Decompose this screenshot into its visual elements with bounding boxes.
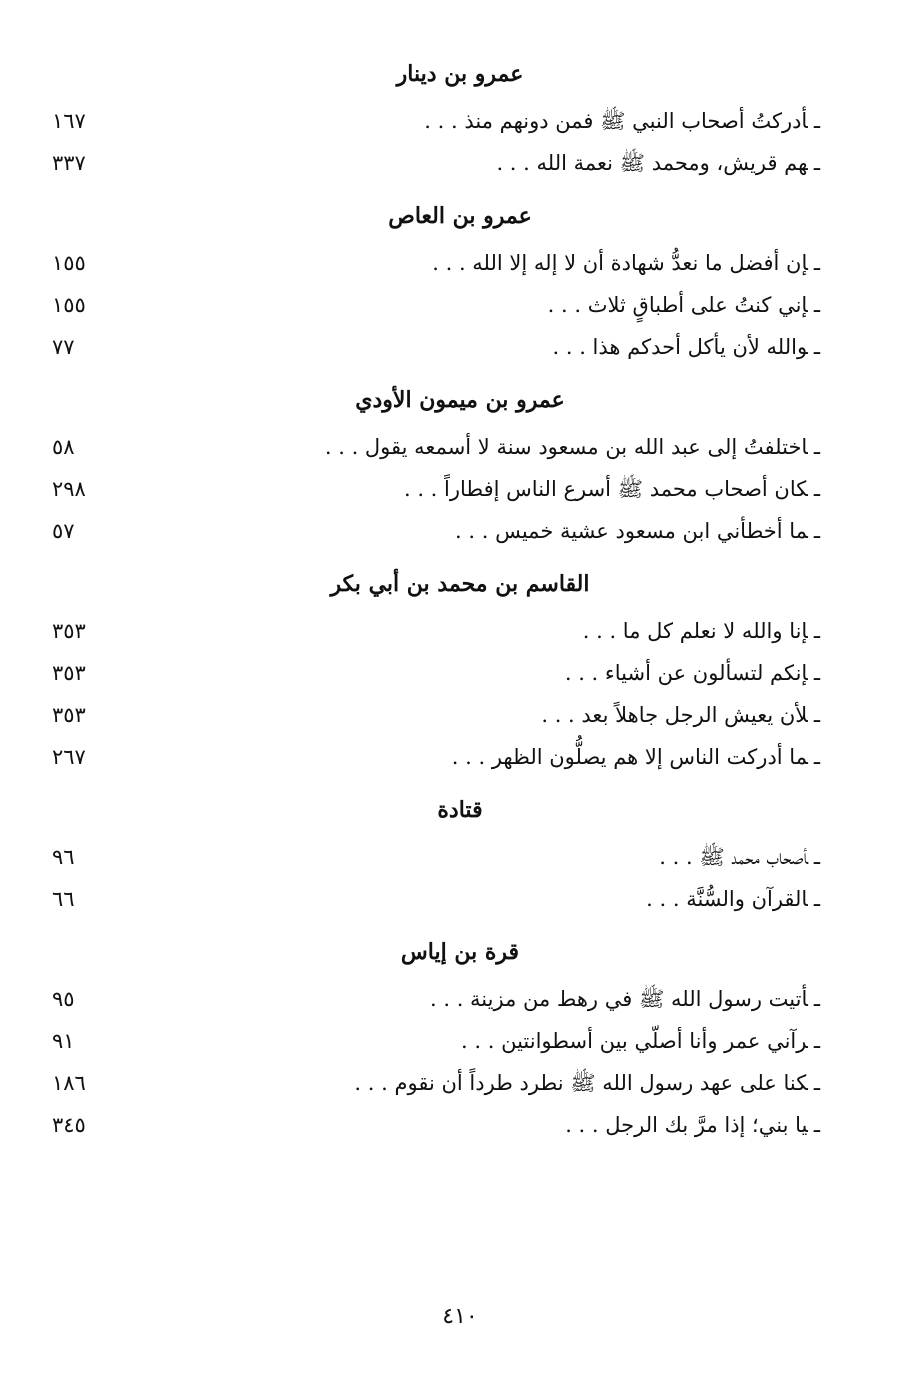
entry-text: القرآن والسُّنَّة . . . — [646, 887, 808, 911]
entry-page-number: ٣٥٣ — [52, 661, 86, 685]
index-entry — [0, 878, 920, 920]
entry-text: أصحاب محمد ﷺ . . . — [659, 845, 808, 869]
entry-page-number: ٥٧ — [52, 519, 75, 543]
entry-text: اختلفتُ إلى عبد الله بن مسعود سنة لا أسمعه يقول . . . — [324, 435, 808, 459]
entry-page-number: ١٥٥ — [52, 251, 86, 275]
entry-dash: ـ — [813, 987, 820, 1011]
entry-text-wrap — [553, 326, 821, 368]
index-entry — [0, 326, 920, 368]
index-entry — [0, 1020, 920, 1062]
entry-dash: ـ — [813, 1113, 820, 1137]
index-entry — [0, 1062, 920, 1104]
entry-text-wrap — [461, 1020, 820, 1062]
entry-text-wrap — [541, 694, 820, 736]
entry-text-wrap — [565, 1104, 820, 1146]
entry-dash: ـ — [813, 435, 820, 459]
index-entry — [0, 468, 920, 510]
entry-list — [0, 426, 920, 552]
section-heading: عمرو بن العاص — [388, 203, 532, 229]
entry-page-number: ٥٨ — [52, 435, 75, 459]
entry-page-number: ٩١ — [52, 1029, 75, 1053]
entry-text: ما أدركت الناس إلا هم يصلُّون الظهر . . . — [451, 745, 808, 769]
entry-text: والله لأن يأكل أحدكم هذا . . . — [552, 335, 808, 359]
entry-dash: ـ — [813, 519, 820, 543]
entry-dash: ـ — [813, 845, 820, 869]
page-number: ٤١٠ — [442, 1304, 478, 1329]
entry-page-number: ٣٣٧ — [52, 151, 86, 175]
section-heading: عمرو بن ميمون الأودي — [355, 387, 565, 413]
index-entry — [0, 836, 920, 878]
index-entry — [0, 1104, 920, 1146]
entry-page-number: ٢٩٨ — [52, 477, 86, 501]
index-entry — [0, 694, 920, 736]
section-heading: القاسم بن محمد بن أبي بكر — [330, 571, 590, 597]
entry-dash: ـ — [813, 887, 820, 911]
entry-list — [0, 836, 920, 920]
index-entry — [0, 100, 920, 142]
entry-dash: ـ — [813, 703, 820, 727]
entry-text-wrap — [452, 736, 820, 778]
entry-text-wrap — [325, 426, 820, 468]
entry-text-wrap — [548, 284, 820, 326]
section-heading: عمرو بن دينار — [396, 61, 524, 87]
entry-dash: ـ — [813, 745, 820, 769]
entry-text-wrap — [646, 878, 820, 920]
entry-text: إني كنتُ على أطباقٍ ثلاث . . . — [547, 293, 808, 317]
entry-page-number: ٣٥٣ — [52, 619, 86, 643]
index-entry — [0, 610, 920, 652]
index-section — [0, 562, 920, 778]
entry-list — [0, 978, 920, 1146]
entry-list — [0, 242, 920, 368]
index-entry — [0, 284, 920, 326]
entry-list — [0, 100, 920, 184]
section-heading: قرة بن إياس — [400, 939, 520, 965]
index-entry — [0, 736, 920, 778]
index-sections — [0, 52, 920, 1146]
index-section — [0, 788, 920, 920]
entry-text: كنا على عهد رسول الله ﷺ نطرد طرداً أن نقوم . . . — [354, 1071, 808, 1095]
index-entry — [0, 426, 920, 468]
entry-text-wrap — [565, 652, 820, 694]
entry-page-number: ٣٥٣ — [52, 703, 86, 727]
entry-text-wrap — [354, 1062, 820, 1104]
entry-dash: ـ — [813, 619, 820, 643]
index-section — [0, 378, 920, 552]
entry-text: إنا والله لا نعلم كل ما . . . — [582, 619, 808, 643]
entry-text: إن أفضل ما نعدُّ شهادة أن لا إله إلا الله . . . — [432, 251, 808, 275]
entry-page-number: ٦٦ — [52, 887, 75, 911]
index-section — [0, 52, 920, 184]
index-entry — [0, 242, 920, 284]
entry-list — [0, 610, 920, 778]
entry-page-number: ٩٦ — [52, 845, 75, 869]
entry-page-number: ٧٧ — [52, 335, 75, 359]
entry-page-number: ١٨٦ — [52, 1071, 86, 1095]
entry-text-wrap — [424, 100, 820, 142]
entry-text-wrap — [455, 510, 820, 552]
entry-page-number: ٢٦٧ — [52, 745, 86, 769]
entry-dash: ـ — [813, 661, 820, 685]
entry-page-number: ١٥٥ — [52, 293, 86, 317]
entry-text: رآني عمر وأنا أصلّي بين أسطوانتين . . . — [461, 1029, 808, 1053]
entry-text: كان أصحاب محمد ﷺ أسرع الناس إفطاراً . . . — [403, 477, 808, 501]
entry-text: هم قريش، ومحمد ﷺ نعمة الله . . . — [496, 151, 808, 175]
entry-text-wrap — [496, 142, 820, 184]
entry-text: لأن يعيش الرجل جاهلاً بعد . . . — [541, 703, 808, 727]
entry-text-wrap — [659, 836, 820, 878]
entry-dash: ـ — [813, 109, 820, 133]
index-section — [0, 194, 920, 368]
index-entry — [0, 142, 920, 184]
entry-dash: ـ — [813, 251, 820, 275]
entry-page-number: ٩٥ — [52, 987, 75, 1011]
entry-dash: ـ — [813, 335, 820, 359]
entry-text-wrap — [432, 242, 820, 284]
entry-text: أتيت رسول الله ﷺ في رهط من مزينة . . . — [430, 987, 808, 1011]
entry-text-wrap — [404, 468, 820, 510]
index-entry — [0, 978, 920, 1020]
entry-text-wrap — [583, 610, 820, 652]
entry-text: ما أخطأني ابن مسعود عشية خميس . . . — [455, 519, 808, 543]
entry-dash: ـ — [813, 151, 820, 175]
entry-page-number: ١٦٧ — [52, 109, 86, 133]
entry-dash: ـ — [813, 1029, 820, 1053]
entry-text-wrap — [430, 978, 820, 1020]
index-entry — [0, 510, 920, 552]
entry-dash: ـ — [813, 293, 820, 317]
section-heading: قتادة — [437, 797, 483, 823]
entry-text: أدركتُ أصحاب النبي ﷺ فمن دونهم منذ . . . — [424, 109, 808, 133]
index-entry — [0, 652, 920, 694]
entry-page-number: ٣٤٥ — [52, 1113, 86, 1137]
entry-text: يا بني؛ إذا مرَّ بك الرجل . . . — [565, 1113, 808, 1137]
entry-dash: ـ — [813, 1071, 820, 1095]
index-section — [0, 930, 920, 1146]
entry-text: إنكم لتسألون عن أشياء . . . — [564, 661, 808, 685]
entry-dash: ـ — [813, 477, 820, 501]
